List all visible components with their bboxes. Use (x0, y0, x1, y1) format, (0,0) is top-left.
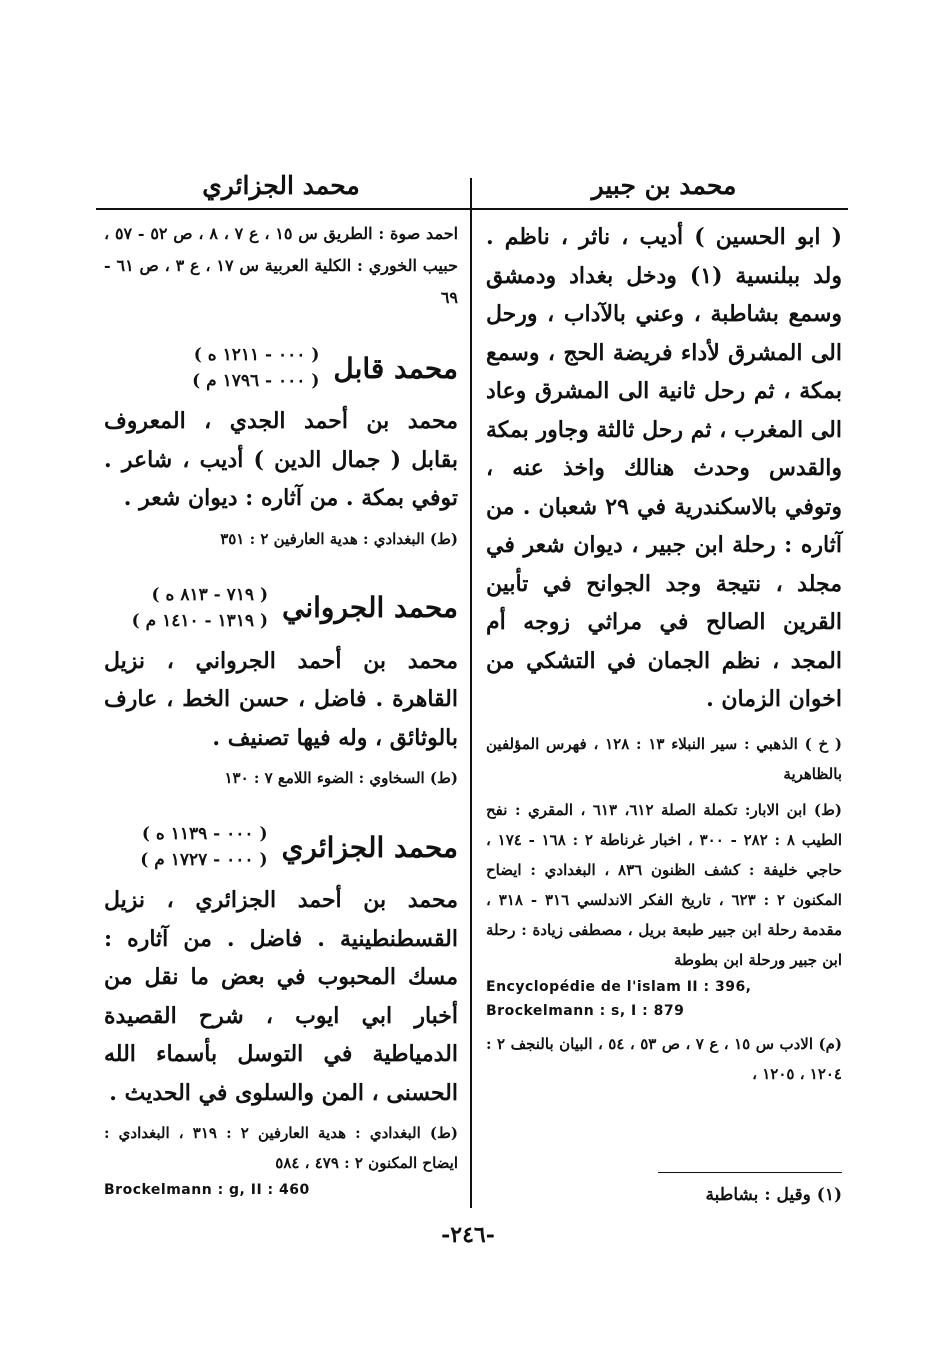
entry-heading (104, 821, 458, 873)
entry-reference-latin: Brockelmann : g, II : 460 (104, 1182, 310, 1198)
entry-name: محمد قابل (333, 351, 458, 385)
entry-heading (104, 582, 458, 634)
entry-reference: (ط) البغدادي : هدية العارفين ٢ : ٣١٩ ، البغدادي : ايضاح المكنون ٢ : ٤٧٩ ، ٥٨٤ (104, 1124, 458, 1172)
entry-dates (140, 821, 267, 873)
entry-reference: (ط) السخاوي : الضوء اللامع ٧ : ١٣٠ (224, 769, 458, 787)
entry-body: محمد بن أحمد الجزائري ، نزيل القسطنطينية . فاضل . من آثاره : مسك المحبوب في بعض ما نقل من أخبار ابي ايوب ، شرح القصيدة الدمياطية في التوسل بأسماء الله الحسنى ، المن والسلوى في الحديث . (104, 887, 458, 1106)
entry-body-ibn-jubayr: ( ابو الحسين ) أديب ، ناثر ، ناظم . ولد ببلنسية (١) ودخل بغداد ودمشق وسمع بشاطبة ، وعني بالآداب ، ورحل الى المشرق لأداء فريضة الحج ، وسمع بمكة ، ثم رحل ثانية الى المشرق وعاد الى المغرب ، ثم رحل ثالثة وجاور بمكة والقدس وحدث هنالك واخذ عنه ، وتوفي بالاسكندرية في ٢٩ شعبان . من آثاره : رحلة ابن جبير ، ديوان شعر في مجلد ، نتيجة وجد الجوانح في تأبين القرين الصالح في مراثي زوجه أم المجد ، نظم الجمان في التشكي من اخوان الزمان . (486, 224, 842, 712)
date-hijri: ( ٠٠٠ - ١٢١١ ه ) (193, 345, 320, 365)
reference-periodicals: (م) الادب س ١٥ ، ع ٧ ، ص ٥٣ ، ٥٤ ، البيان بالنجف ٢ : ١٢٠٤ ، ١٢٠٥ ، (486, 1034, 842, 1083)
page-number: -٢٤٦- (441, 1222, 495, 1248)
column-divider (470, 178, 472, 1208)
footnote: (١) وقيل : بشاطبة (705, 1185, 842, 1205)
entry-body: محمد بن أحمد الجدي ، المعروف بقابل ( جمال الدين ) أديب ، شاعر . توفي بمكة . من آثاره : ديوان شعر . (104, 408, 458, 511)
entry-heading (104, 342, 458, 394)
entry-name: محمد الجزائري (281, 830, 458, 864)
top-reference: احمد صوة : الطريق س ١٥ ، ع ٧ ، ٨ ، ص ٥٢ - ٥٧ ، حبيب الخوري : الكلية العربية س ١٧ ، ع ٣ ، ص ٦١ - ٦٩ (104, 224, 459, 307)
date-hijri: ( ٧١٩ - ٨١٣ ه ) (151, 584, 269, 605)
left-column (104, 218, 458, 1202)
date-gregorian: ( ٠٠٠ - ١٧٢٧ م ) (140, 850, 268, 870)
right-column-title: محمد بن جبير (591, 171, 737, 200)
entry-reference: (ط) البغدادي : هدية العارفين ٢ : ٣٥١ (220, 529, 458, 548)
entry-body: محمد بن أحمد الجرواني ، نزيل القاهرة . فاضل ، حسن الخط ، عارف بالوثائق ، وله فيها تصنيف . (104, 647, 458, 751)
reference-khat: ( خ ) الذهبي : سير النبلاء ١٣ : ١٢٨ ، فهرس المؤلفين بالظاهرية (486, 734, 842, 783)
entry-dates (192, 342, 319, 394)
right-column (486, 218, 842, 1089)
date-gregorian: ( ١٣١٩ - ١٤١٠ م ) (131, 610, 269, 631)
date-hijri: ( ٠٠٠ - ١١٣٩ ه ) (141, 824, 268, 844)
date-gregorian: ( ٠٠٠ - ١٧٩٦ م ) (192, 371, 320, 391)
left-column-title: محمد الجزائري (202, 171, 360, 200)
footnote-rule (658, 1172, 842, 1173)
entry-name: محمد الجرواني (282, 591, 458, 624)
reference-latin: Encyclopédie de l'islam II : 396, Brockelmann : s, I : 879 (486, 978, 752, 1019)
reference-printed: (ط) ابن الابار: تكملة الصلة ٦١٢، ٦١٣ ، المقري : نفح الطيب ٨ : ٢٨٢ - ٣٠٠ ، اخبار غرناطة ٢ : ١٦٨ - ١٧٤ ، حاجي خليفة : كشف الظنون ٨٣٦ ، البغدادي : ايضاح المكنون ٢ : ٦٢٣ ، تاريخ الفكر الاندلسي ٣١٦ - ٣١٨ ، مقدمة رحلة ابن جبير طبعة بريل ، مصطفى زيادة : رحلة ابن جبير ورحلة ابن بطوطة (486, 800, 843, 969)
header-rule (96, 208, 848, 210)
entry-dates (132, 582, 268, 634)
